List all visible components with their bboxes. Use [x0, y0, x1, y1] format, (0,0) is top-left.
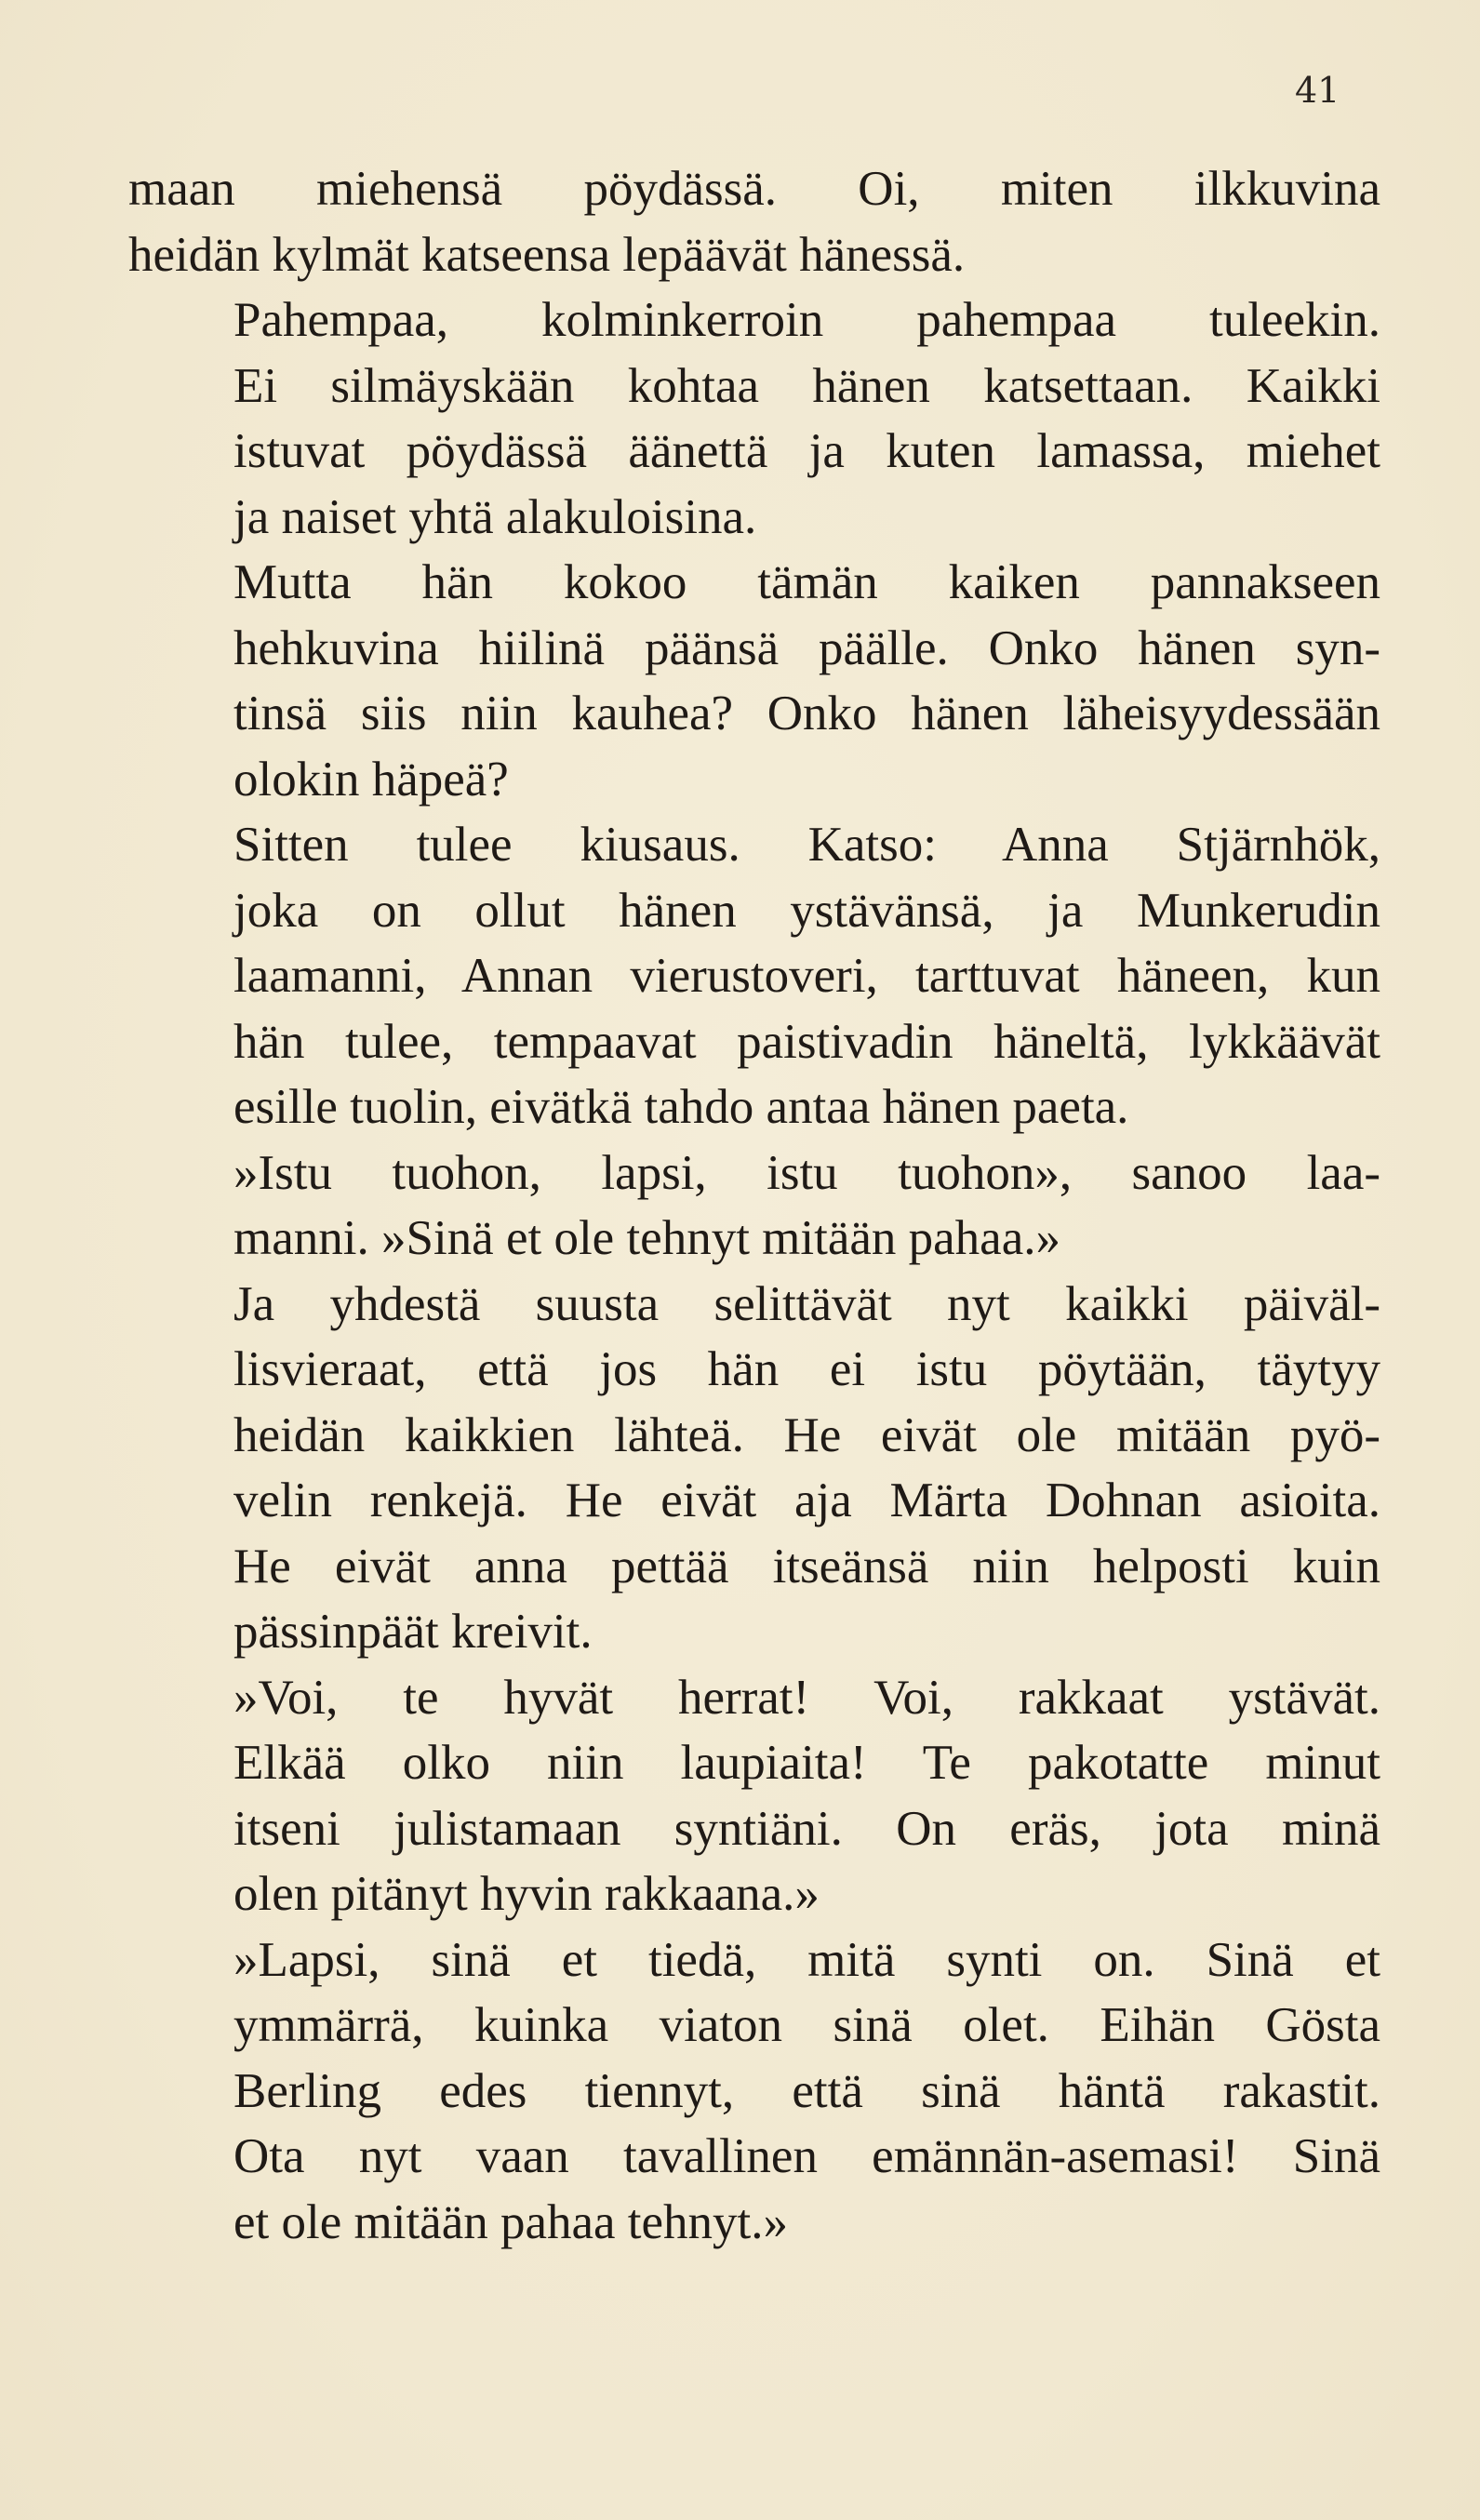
- text-line: joka on ollut hänen ystävänsä, ja Munkerudin: [233, 883, 1380, 938]
- text-line: esille tuolin, eivätkä tahdo antaa hänen paeta.: [233, 1080, 1129, 1134]
- text-line: lisvieraat, että jos hän ei istu pöytään, täytyy: [233, 1342, 1380, 1396]
- text-line: et ole mitään pahaa tehnyt.»: [233, 2194, 789, 2249]
- text-line: Berling edes tiennyt, että sinä häntä rakastit.: [233, 2063, 1380, 2118]
- text-line: heidän kaikkien lähteä. He eivät ole mitään pyö-: [233, 1407, 1380, 1462]
- text-line: Pahempaa, kolminkerroin pahempaa tuleekin.: [233, 293, 1380, 347]
- text-line: olokin häpeä?: [233, 752, 509, 807]
- body-text: [128, 156, 1380, 2255]
- paragraph: [128, 1272, 1380, 1665]
- text-line: pässinpäät kreivit.: [233, 1605, 593, 1659]
- text-line: itseni julistamaan syntiäni. On eräs, jota minä: [233, 1801, 1380, 1856]
- text-line: istuvat pöydässä äänettä ja kuten lamassa, miehet: [233, 424, 1380, 478]
- text-line: »Lapsi, sinä et tiedä, mitä synti on. Sinä et: [233, 1932, 1380, 1987]
- paragraph: [128, 550, 1380, 812]
- text-line: ymmärrä, kuinka viaton sinä olet. Eihän Gösta: [233, 1998, 1380, 2052]
- text-line: He eivät anna pettää itseänsä niin helposti kuin: [233, 1539, 1380, 1593]
- text-line: »Voi, te hyvät herrat! Voi, rakkaat ystävät.: [233, 1670, 1380, 1725]
- paragraph: [128, 287, 1380, 550]
- text-line: tinsä siis niin kauhea? Onko hänen läheisyydessään: [233, 687, 1380, 740]
- text-line: olen pitänyt hyvin rakkaana.»: [233, 1867, 820, 1921]
- text-line: Ja yhdestä suusta selittävät nyt kaikki päiväl-: [233, 1276, 1380, 1331]
- paragraph: [128, 156, 1380, 287]
- text-line: ja naiset yhtä alakuloisina.: [233, 489, 757, 544]
- paragraph: [128, 1927, 1380, 2256]
- text-line: Sitten tulee kiusaus. Katso: Anna Stjärnhök,: [233, 818, 1380, 872]
- paragraph: [128, 812, 1380, 1140]
- paragraph: [128, 1140, 1380, 1272]
- text-line: Mutta hän kokoo tämän kaiken pannakseen: [233, 555, 1380, 609]
- text-line: maan miehensä pöydässä. Oi, miten ilkkuvina: [128, 162, 1380, 216]
- text-line: Ei silmäyskään kohtaa hänen katsettaan. Kaikki: [233, 358, 1380, 413]
- paragraph: [128, 1665, 1380, 1927]
- text-line: heidän kylmät katseensa lepäävät hänessä.: [128, 227, 966, 282]
- page-number: 41: [1295, 70, 1340, 111]
- text-line: »Istu tuohon, lapsi, istu tuohon», sanoo laa-: [233, 1145, 1380, 1200]
- text-line: manni. »Sinä et ole tehnyt mitään pahaa.»: [233, 1211, 1060, 1265]
- text-line: Elkää olko niin laupiaita! Te pakotatte minut: [233, 1736, 1380, 1790]
- text-line: Ota nyt vaan tavallinen emännän-asemasi! Sinä: [233, 2129, 1380, 2183]
- text-line: velin renkejä. He eivät aja Märta Dohnan asioita.: [233, 1473, 1380, 1527]
- text-line: hehkuvina hiilinä päänsä päälle. Onko hänen syn-: [233, 620, 1380, 675]
- text-line: laamanni, Annan vierustoveri, tarttuvat häneen, kun: [233, 949, 1380, 1003]
- text-line: hän tulee, tempaavat paistivadin häneltä, lykkäävät: [233, 1014, 1380, 1069]
